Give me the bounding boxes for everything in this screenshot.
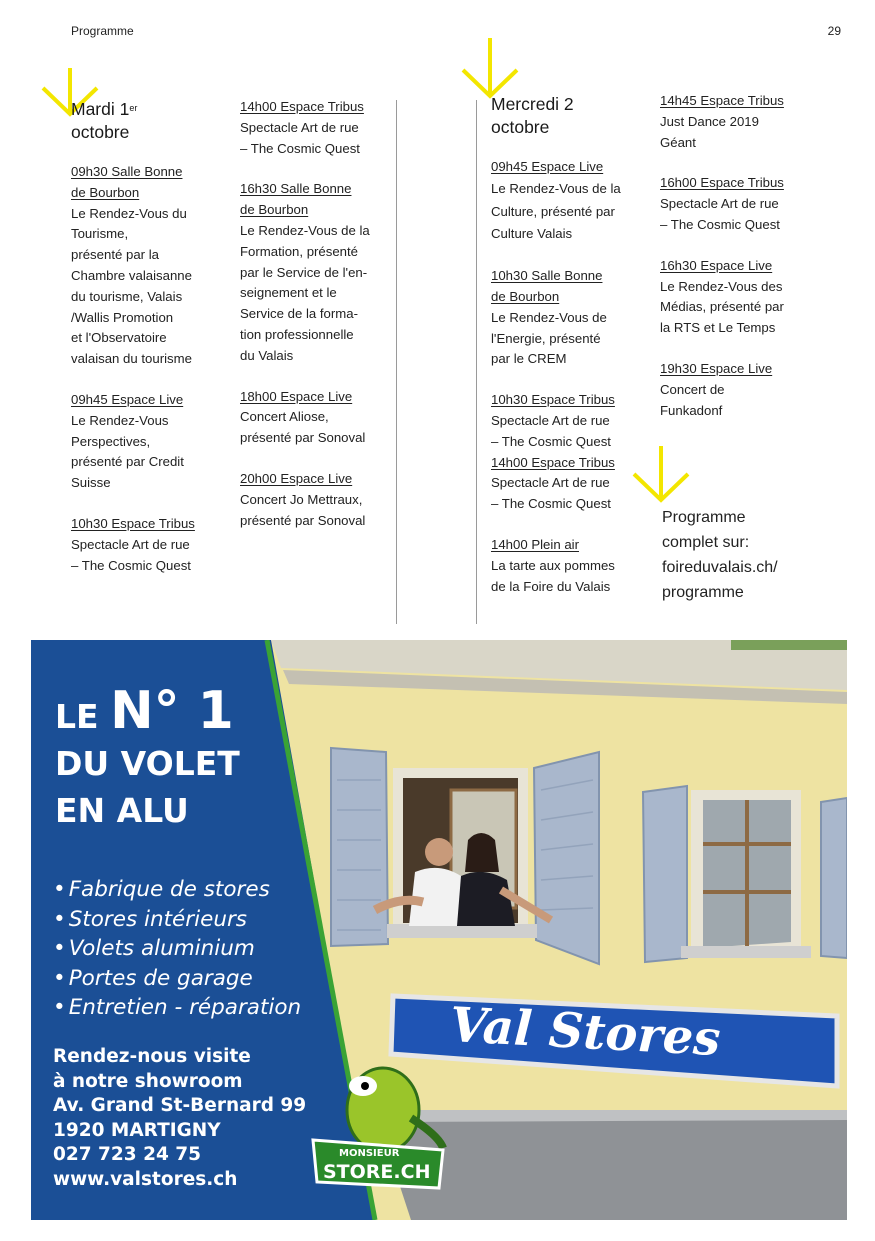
event-desc-line: – The Cosmic Quest (660, 216, 780, 232)
ad-headline (55, 681, 240, 834)
event-desc-line: présenté par Sonoval (240, 512, 366, 528)
event-desc-line: Le Rendez-Vous (71, 412, 169, 428)
link-line: Programme (662, 509, 746, 526)
event-desc-line: l'Energie, présenté (491, 330, 601, 346)
event-desc-line: – The Cosmic Quest (240, 140, 360, 156)
event-item (491, 535, 651, 597)
event-desc-line: Le Rendez-Vous de (491, 309, 607, 325)
event-time-place: 09h45 Espace Live (491, 159, 604, 174)
event-desc-line: – The Cosmic Quest (71, 557, 191, 573)
headline-le: LE (55, 697, 111, 736)
day-label: Mercredi 2 (491, 94, 574, 114)
tree-foliage (731, 640, 847, 650)
event-desc-line: de la Foire du Valais (491, 578, 611, 594)
event-desc-line: du tourisme, Valais (71, 288, 183, 304)
event-time-place: 10h30 Salle Bonne (491, 268, 603, 284)
event-desc-line: Service de la forma- (240, 306, 358, 322)
event-time-place: 16h00 Espace Tribus (660, 175, 784, 191)
page-number: 29 (827, 24, 841, 38)
programme-website-link[interactable] (662, 505, 778, 605)
event-item (240, 179, 390, 366)
month-label: octobre (491, 117, 550, 137)
event-desc-line: Perspectives, (71, 433, 151, 449)
event-item (491, 266, 651, 370)
event-desc-line: Concert de (660, 381, 725, 397)
service-item: • Stores intérieurs (53, 905, 301, 935)
event-desc-line: Géant (660, 134, 696, 150)
event-time-place: 09h30 Salle Bonne (71, 164, 183, 179)
event-item (240, 469, 390, 531)
headline-n1: N° 1 (110, 681, 234, 741)
event-desc-line: Spectacle Art de rue (491, 412, 610, 428)
event-time-place: 10h30 Espace Tribus (491, 392, 615, 408)
programme-column-mardi-2 (240, 97, 390, 551)
event-time-place: 14h00 Plein air (491, 536, 579, 552)
event-desc-line: Culture, présenté par (491, 203, 615, 219)
event-desc-line: Suisse (71, 475, 111, 491)
phone-number[interactable]: 027 723 24 75 (53, 1144, 202, 1165)
event-desc-line: Spectacle Art de rue (240, 119, 359, 135)
day-heading-mercredi (491, 93, 651, 139)
person-man (425, 838, 453, 866)
down-arrow-icon (461, 38, 519, 100)
event-desc-line: – The Cosmic Quest (491, 433, 611, 449)
event-desc-line: Spectacle Art de rue (71, 536, 190, 552)
event-item (491, 390, 651, 452)
event-time-place-cont: de Bourbon (71, 184, 140, 200)
link-line: programme (662, 584, 744, 601)
event-desc-line: la RTS et Le Temps (660, 320, 776, 336)
event-item (491, 157, 651, 246)
event-desc-line: /Wallis Promotion (71, 309, 174, 325)
event-desc-line: par le CREM (491, 351, 567, 367)
event-desc-line: Tourisme, (71, 226, 129, 242)
column-divider (396, 100, 397, 624)
event-desc-line: Culture Valais (491, 226, 573, 242)
event-desc-line: seignement et le (240, 285, 337, 301)
valstores-advertisement (31, 640, 847, 1220)
event-desc-line: Le Rendez-Vous de la (491, 180, 621, 196)
event-item (71, 514, 231, 576)
link-line: foireduvalais.ch/ (662, 559, 778, 576)
contact-line: Rendez-nous visite (53, 1046, 251, 1067)
event-desc-line: Spectacle Art de rue (491, 475, 610, 491)
services-list (53, 875, 301, 1023)
event-time-place: 14h45 Espace Tribus (660, 93, 784, 108)
event-item (660, 173, 820, 235)
service-item: • Portes de garage (53, 964, 301, 994)
shutter-right-b (821, 798, 847, 958)
website-link[interactable]: www.valstores.ch (53, 1168, 238, 1190)
event-time-place: 09h45 Espace Live (71, 391, 184, 407)
shutter-left-b (534, 752, 599, 964)
event-time-place: 19h30 Espace Live (660, 360, 773, 376)
event-desc-line: La tarte aux pommes (491, 557, 615, 573)
section-header: Programme (71, 24, 134, 38)
event-time-place-cont: de Bourbon (491, 288, 560, 304)
event-desc-line: par le Service de l'en- (240, 264, 368, 280)
event-item (71, 162, 231, 370)
sign-text: Val Stores (448, 997, 722, 1068)
city-line: 1920 MARTIGNY (53, 1119, 221, 1141)
event-desc-line: présenté par Credit (71, 454, 184, 470)
service-item: • Fabrique de stores (53, 875, 301, 905)
event-desc-line: et l'Observatoire (71, 330, 167, 346)
programme-column-mardi-1 (71, 98, 231, 596)
programme-column-mercredi-1 (491, 93, 651, 617)
address-line: Av. Grand St-Bernard 99 (53, 1095, 307, 1116)
window-sill (387, 924, 537, 938)
event-desc-line: Concert Jo Mettraux, (240, 491, 363, 507)
event-time-place: 10h30 Espace Tribus (71, 515, 195, 531)
day-ordinal: er (129, 103, 138, 113)
event-time-place: 16h30 Salle Bonne (240, 181, 352, 197)
event-desc-line: tion professionnelle (240, 326, 354, 342)
event-desc-line: présenté par la (71, 247, 159, 263)
event-item (491, 453, 651, 515)
event-desc-line: Le Rendez-Vous des (660, 278, 783, 294)
event-time-place: 16h30 Espace Live (660, 257, 773, 273)
event-item (71, 390, 231, 494)
event-time-place-cont: de Bourbon (240, 202, 309, 218)
event-desc-line: Chambre valaisanne (71, 267, 192, 283)
badge-text-2: STORE.CH (323, 1161, 431, 1183)
service-item: • Entretien - réparation (53, 993, 301, 1023)
event-time-place: 18h00 Espace Live (240, 388, 353, 404)
service-item: • Volets aluminium (53, 934, 301, 964)
event-desc-line: du Valais (240, 347, 294, 363)
day-label: Mardi 1 (71, 99, 130, 119)
event-item (660, 256, 820, 339)
day-heading-mardi (71, 98, 231, 144)
event-desc-line: – The Cosmic Quest (491, 496, 611, 512)
headline-line: EN ALU (55, 791, 189, 830)
month-label: octobre (71, 122, 130, 142)
event-time-place: 14h00 Espace Tribus (491, 454, 615, 470)
event-desc-line: présenté par Sonoval (240, 430, 366, 446)
event-desc-line: Spectacle Art de rue (660, 196, 779, 212)
awning (375, 1110, 847, 1220)
event-desc-line: valaisan du tourisme (71, 351, 192, 367)
shutter-left-a (331, 748, 388, 946)
column-divider (476, 100, 477, 624)
event-item (660, 91, 820, 153)
event-time-place: 20h00 Espace Live (240, 470, 353, 486)
event-desc-line: Concert Aliose, (240, 409, 329, 425)
event-time-place: 14h00 Espace Tribus (240, 99, 364, 114)
event-desc-line: Just Dance 2019 (660, 113, 759, 129)
badge-text-1: MONSIEUR (339, 1148, 400, 1159)
contact-block (53, 1045, 306, 1192)
event-desc-line: Médias, présenté par (660, 299, 784, 315)
contact-line: à notre showroom (53, 1070, 243, 1092)
event-desc-line: Formation, présenté (240, 243, 359, 259)
event-item (240, 387, 390, 449)
event-desc-line: Le Rendez-Vous du (71, 205, 187, 221)
event-desc-line: Funkadonf (660, 402, 723, 418)
programme-column-mercredi-2 (660, 91, 820, 441)
link-line: complet sur: (662, 534, 750, 551)
headline-line: DU VOLET (55, 744, 240, 783)
event-item (240, 97, 390, 159)
event-item (660, 359, 820, 421)
shutter-right-a (643, 786, 687, 962)
event-desc-line: Le Rendez-Vous de la (240, 222, 370, 238)
